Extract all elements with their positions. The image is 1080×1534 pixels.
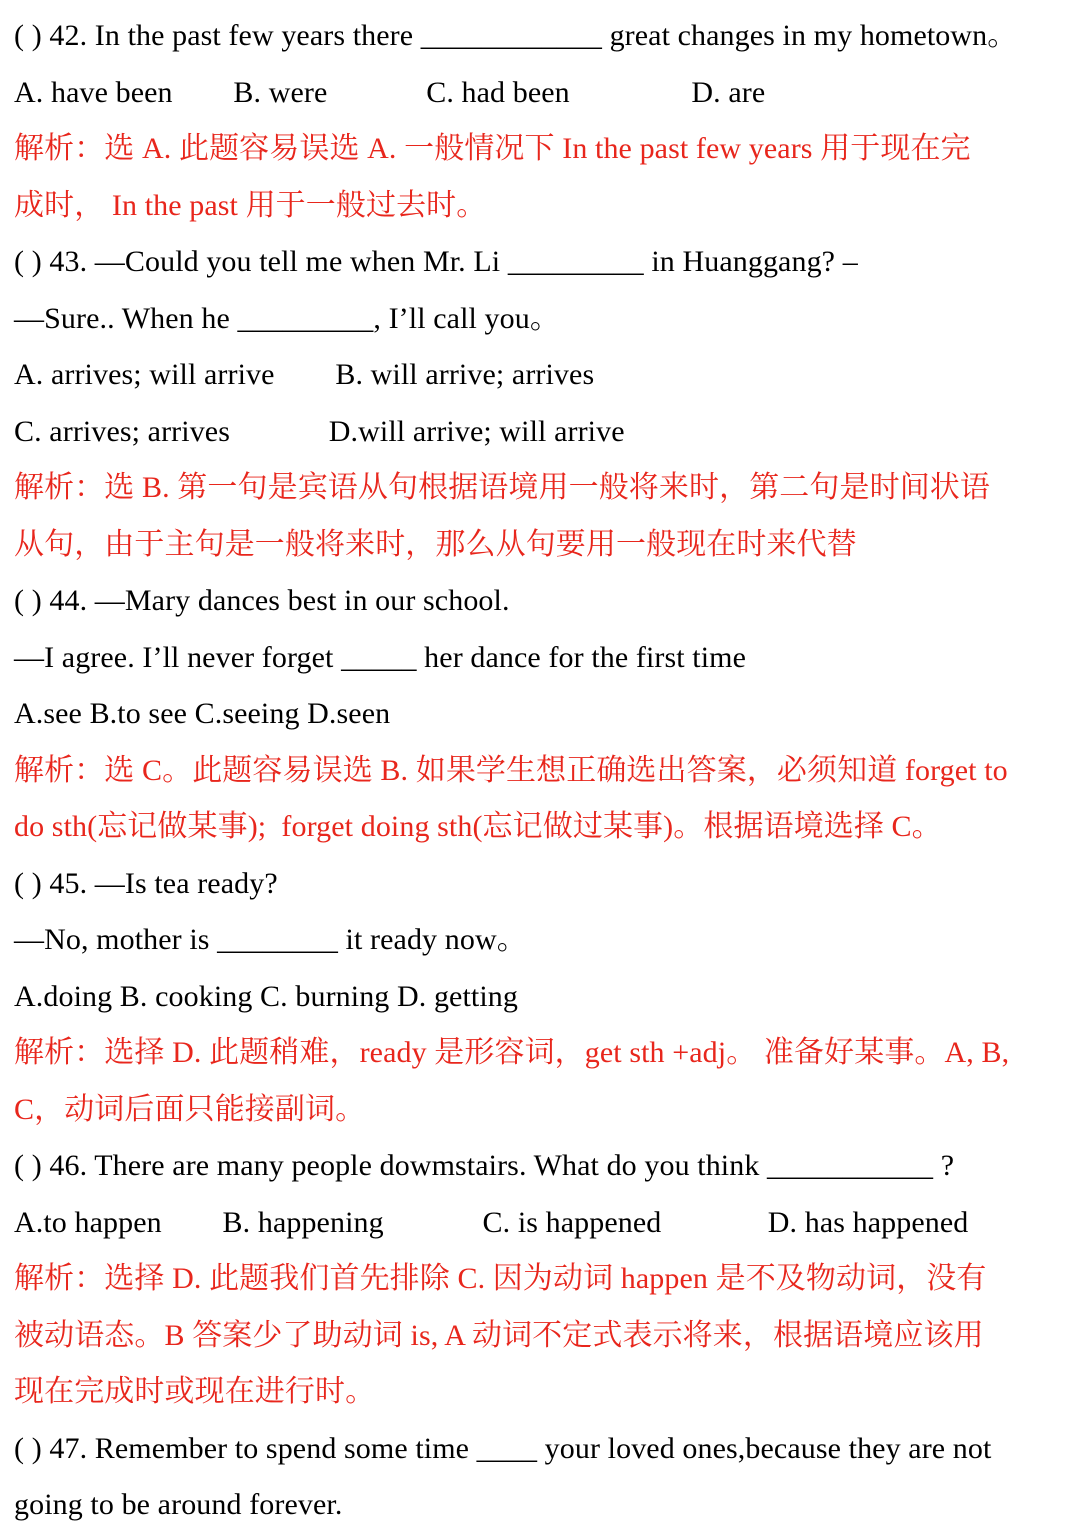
explanation-line: 解析：选择 D. 此题我们首先排除 C. 因为动词 happen 是不及物动词，没有 <box>14 1262 987 1295</box>
question-line: ( ) 44. —Mary dances best in our school. <box>14 584 510 617</box>
question-line: C. arrives; arrives D.will arrive; will arrive <box>14 414 625 448</box>
explanation-line: do sth(忘记做某事); forget doing sth(忘记做过某事)。根据语境选择 C。 <box>14 810 942 843</box>
explanation-line: 从句，由于主句是一般将来时，那么从句要用一般现在时来代替 <box>14 527 857 561</box>
question-line: —Sure.. When he _________, I’ll call you。 <box>14 301 560 335</box>
explanation-line: 解析：选 B. 第一句是宾语从句根据语境用一般将来时，第二句是时间状语 <box>14 471 991 504</box>
question-line: ( ) 47. Remember to spend some time ____ your loved ones,because they are not <box>14 1431 992 1465</box>
question-line: A. arrives; will arrive B. will arrive; arrives <box>14 358 595 391</box>
question-line: A.doing B. cooking C. burning D. getting <box>14 979 518 1013</box>
question-line: ( ) 43. —Could you tell me when Mr. Li _________ in Huanggang? – <box>14 245 858 278</box>
question-line: —No, mother is ________ it ready now。 <box>14 923 527 956</box>
question-line: ( ) 46. There are many people dowmstairs. What do you think ___________ ? <box>14 1149 955 1182</box>
question-line: going to be around forever. <box>14 1488 343 1521</box>
text-body <box>14 8 1066 1534</box>
explanation-line: 成时， In the past 用于一般过去时。 <box>14 188 487 222</box>
explanation-line: 解析：选 A. 此题容易误选 A. 一般情况下 In the past few years 用于现在完 <box>14 132 971 165</box>
explanation-line: 现在完成时或现在进行时。 <box>14 1375 376 1408</box>
explanation-line: C，动词后面只能接副词。 <box>14 1092 366 1126</box>
question-line: A.to happen B. happening C. is happened D. has happened <box>14 1205 969 1239</box>
question-line: —I agree. I’ll never forget _____ her dance for the first time <box>14 640 747 674</box>
explanation-line: 解析：选择 D. 此题稍难，ready 是形容词，get sth +adj。 准备好某事。A, B, <box>14 1036 1010 1069</box>
question-line: ( ) 45. —Is tea ready? <box>14 866 278 900</box>
question-line: ( ) 42. In the past few years there ____________ great changes in my hometown。 <box>14 19 1018 52</box>
explanation-line: 被动语态。B 答案少了助动词 is, A 动词不定式表示将来，根据语境应该用 <box>14 1318 984 1352</box>
question-line: A.see B.to see C.seeing D.seen <box>14 697 391 730</box>
explanation-line: 解析：选 C。此题容易误选 B. 如果学生想正确选出答案，必须知道 forget to <box>14 753 1008 787</box>
question-line: A. have been B. were C. had been D. are <box>14 75 766 109</box>
